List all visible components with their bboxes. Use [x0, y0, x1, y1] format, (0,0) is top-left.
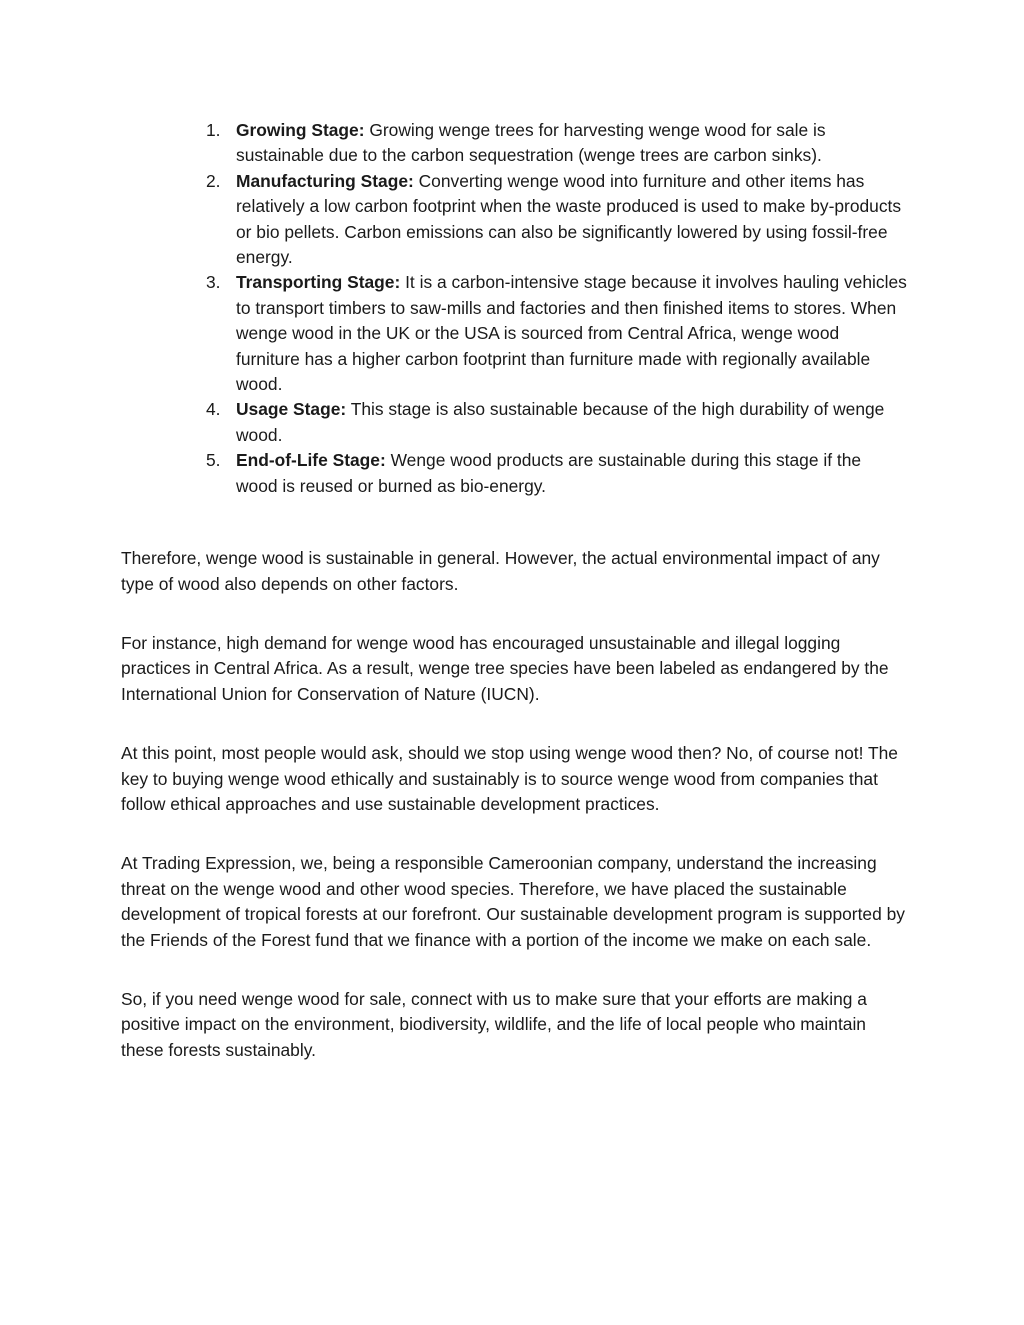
list-item [206, 118, 907, 169]
list-item-term: End-of-Life Stage: [236, 450, 386, 471]
list-item-number: 1. [206, 120, 221, 140]
list-item-number: 4. [206, 399, 221, 420]
list-item-term: Usage Stage: [236, 399, 347, 420]
paragraph-demand: For instance, high demand for wenge wood has encouraged unsustainable and illegal logging practices in Central Africa. As a result, wenge tree species have been labeled as endangered by the International Union for Conservation of Nature (IUCN). [121, 632, 889, 704]
document-body [121, 118, 907, 1063]
list-item-text: This stage is also sustainable because of the high durability of wenge wood. [236, 399, 885, 445]
list-item-number: 3. [206, 272, 221, 293]
list-item [206, 448, 907, 499]
spacer [121, 953, 907, 987]
lifecycle-stage-list [121, 118, 907, 499]
list-item-term: Manufacturing Stage: [236, 170, 414, 191]
spacer [121, 817, 907, 851]
list-item-term: Transporting Stage: [236, 272, 401, 293]
list-item-number: 5. [206, 450, 221, 471]
list-item-term: Growing Stage: [236, 120, 365, 140]
list-item-number: 2. [206, 170, 221, 191]
paragraph-ethical-sourcing: At this point, most people would ask, should we stop using wenge wood then? No, of course not! The key to buying wenge wood ethically and sustainably is to source wenge wood from companies that follow ethical approaches and use sustainable development practices. [121, 743, 898, 814]
spacer [121, 597, 907, 631]
list-item-text: Growing wenge trees for harvesting wenge wood for sale is sustainable due to the carbon sequestration (wenge trees are carbon sinks). [236, 120, 826, 166]
list-item-text: Wenge wood products are sustainable during this stage if the wood is reused or burned as bio-energy. [236, 450, 862, 496]
list-item [206, 397, 907, 448]
paragraph-call-to-action: So, if you need wenge wood for sale, connect with us to make sure that your efforts are making a positive impact on the environment, biodiversity, wildlife, and the life of local people who maintain these forests sustainably. [121, 988, 867, 1060]
list-item [206, 270, 907, 397]
spacer [121, 707, 907, 741]
spacer [121, 499, 907, 546]
list-item-text: It is a carbon-intensive stage because it involves hauling vehicles to transport timbers to saw-mills and factories and then finished items to stores. When wenge wood in the UK or the USA is sourced from Central Africa, wenge wood furniture has a higher carbon footprint than furniture made with regionally available wood. [236, 272, 907, 395]
paragraph-conclusion: Therefore, wenge wood is sustainable in general. However, the actual environmental impact of any type of wood also depends on other factors. [121, 548, 880, 594]
paragraph-company: At Trading Expression, we, being a responsible Cameroonian company, understand the increasing threat on the wenge wood and other wood species. Therefore, we have placed the sustainable development of tropical forests at our forefront. Our sustainable development program is supported by the Friends of the Forest fund that we finance with a portion of the income we make on each sale. [121, 853, 905, 950]
list-item-text: Converting wenge wood into furniture and other items has relatively a low carbon footprint when the waste produced is used to make by-products or bio pellets. Carbon emissions can also be significantly lowered by using fossil-free energy. [236, 170, 902, 268]
list-item [206, 169, 907, 271]
